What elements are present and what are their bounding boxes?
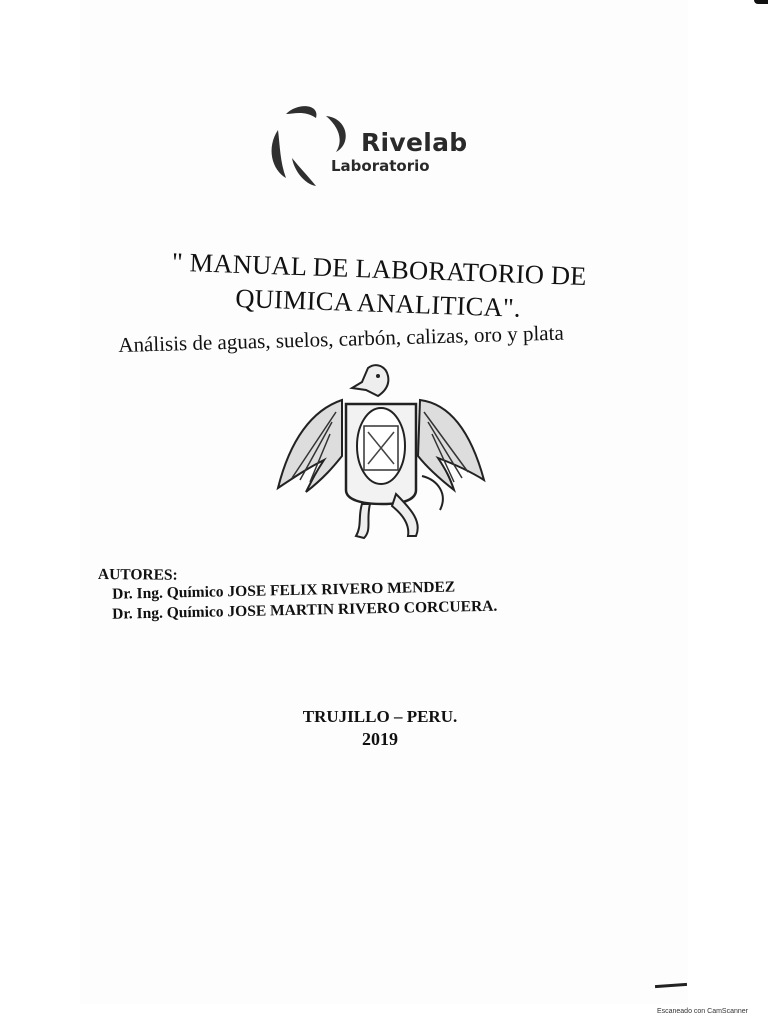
rivelab-logo — [264, 100, 494, 190]
authors-block — [98, 565, 618, 625]
author-2: Dr. Ing. Químico JOSE MARTIN RIVERO CORCUERA. — [112, 597, 498, 623]
page-margin — [0, 0, 80, 1024]
brand-name: Rivelab — [361, 128, 468, 157]
scan-artifact — [754, 0, 768, 4]
publication-info — [285, 705, 475, 751]
brand-subtitle: Laboratorio — [331, 157, 430, 175]
title-line-1: " MANUAL DE LABORATORIO DE — [171, 246, 588, 292]
scan-credit: Escaneado con CamScanner — [656, 1008, 748, 1015]
author-1: Dr. Ing. Químico JOSE FELIX RIVERO MENDEZ — [112, 578, 456, 603]
title-line-2: QUIMICA ANALITICA". — [234, 282, 522, 323]
document-subtitle: Análisis de aguas, suelos, carbón, calizas, oro y plata — [118, 320, 565, 357]
year: 2019 — [362, 729, 398, 749]
location: TRUJILLO – PERU. — [302, 707, 458, 726]
university-crest-icon — [272, 360, 488, 544]
rivelab-swirl-icon — [264, 100, 354, 190]
authors-heading: AUTORES: — [97, 565, 178, 584]
